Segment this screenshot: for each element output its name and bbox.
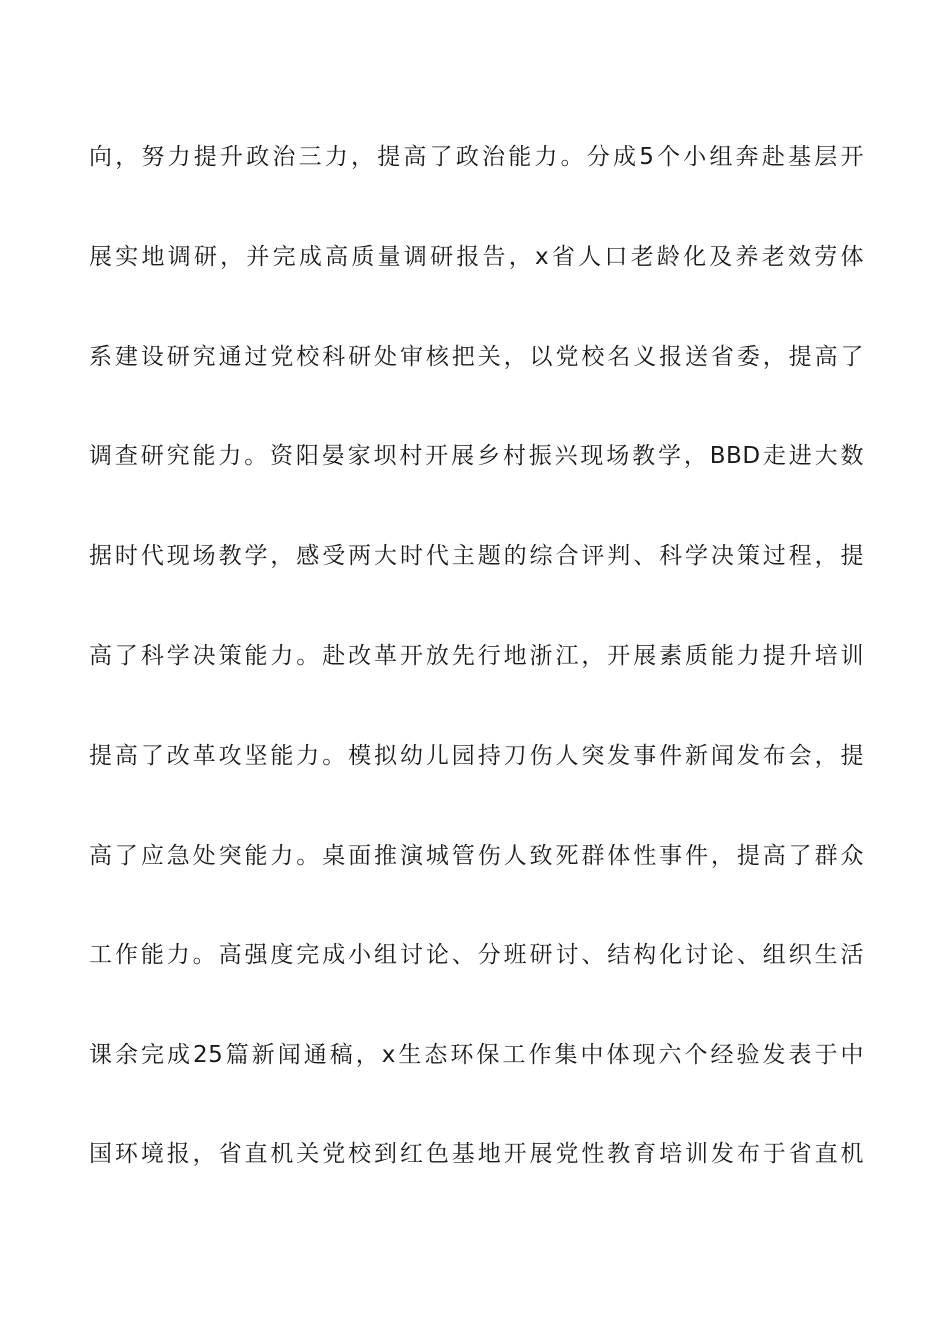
paragraph-line: 课余完成25篇新闻通稿，x生态环保工作集中体现六个经验发表于中 — [89, 1042, 864, 1068]
paragraph-line: 高了应急处突能力。桌面推演城管伤人致死群体性事件，提高了群众 — [89, 843, 864, 869]
paragraph-line: 提高了改革攻坚能力。模拟幼儿园持刀伤人突发事件新闻发布会，提 — [89, 743, 864, 769]
paragraph-line: 工作能力。高强度完成小组讨论、分班研讨、结构化讨论、组织生活 — [89, 942, 864, 968]
paragraph-line: 国环境报，省直机关党校到红色基地开展党性教育培训发布于省直机 — [89, 1141, 864, 1167]
paragraph-line: 高了科学决策能力。赴改革开放先行地浙江，开展素质能力提升培训 — [89, 643, 864, 669]
paragraph-line: 向，努力提升政治三力，提高了政治能力。分成5个小组奔赴基层开 — [89, 144, 864, 170]
paragraph-line: 调查研究能力。资阳晏家坝村开展乡村振兴现场教学，BBD走进大数 — [89, 443, 864, 469]
paragraph-line: 展实地调研，并完成高质量调研报告，x省人口老龄化及养老效劳体 — [89, 244, 864, 270]
paragraph-line: 据时代现场教学，感受两大时代主题的综合评判、科学决策过程，提 — [89, 543, 864, 569]
paragraph-line: 系建设研究通过党校科研处审核把关，以党校名义报送省委，提高了 — [89, 344, 864, 370]
